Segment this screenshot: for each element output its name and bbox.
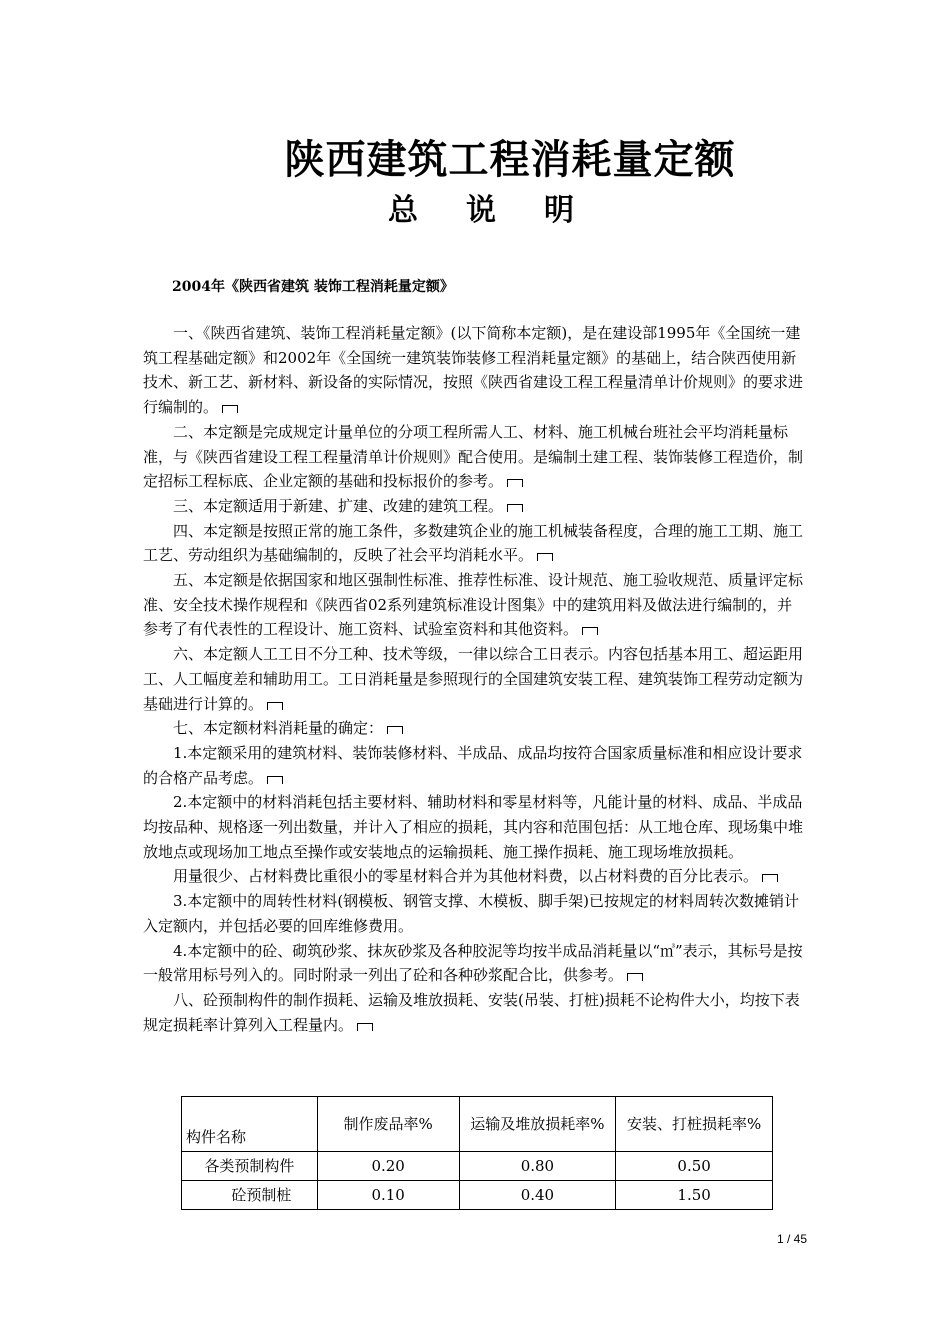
- paragraph-mark-icon: [507, 479, 523, 487]
- table-cell: 0.20: [317, 1152, 459, 1181]
- loss-rate-table: [181, 1096, 773, 1210]
- table-cell: 0.10: [317, 1181, 459, 1210]
- paragraph: 五、本定额是依据国家和地区强制性标准、推荐性标准、设计规范、施工验收规范、质量评定标准、安全技术操作规程和《陕西省02系列建筑标准设计图集》中的建筑用料及做法进行编制的，并参考了有代表性的工程设计、施工资料、试验室资料和其他资料。: [143, 571, 804, 639]
- table-header-row: [182, 1097, 773, 1152]
- table-row: [182, 1152, 773, 1181]
- table-header-cell: 安装、打桩损耗率%: [616, 1097, 773, 1152]
- table-row: [182, 1181, 773, 1210]
- paragraph-mark-icon: [582, 627, 598, 635]
- table-header-cell: 运输及堆放损耗率%: [459, 1097, 616, 1152]
- table-header-cell: 制作废品率%: [317, 1097, 459, 1152]
- paragraph-mark-icon: [537, 553, 553, 561]
- table-cell: 0.50: [616, 1152, 773, 1181]
- paragraph-mark-icon: [357, 1023, 373, 1031]
- paragraph: 1.本定额采用的建筑材料、装饰装修材料、半成品、成品均按符合国家质量标准和相应设计要求的合格产品考虑。: [143, 743, 803, 787]
- paragraph: 一、《陕西省建筑、装饰工程消耗量定额》(以下简称本定额)，是在建设部1995年《全国统一建筑工程基础定额》和2002年《全国统一建筑装饰装修工程消耗量定额》的基础上，结合陕西使用新技术、新工艺、新材料、新设备的实际情况，按照《陕西省建设工程工程量清单计价规则》的要求进行编制的。: [143, 324, 804, 417]
- document-subtitle: 总说明: [388, 193, 622, 228]
- table-cell: 砼预制桩: [182, 1181, 318, 1210]
- paragraph: 2.本定额中的材料消耗包括主要材料、辅助材料和零星材料等，凡能计量的材料、成品、半成品均按品种、规格逐一列出数量，并计入了相应的损耗，其内容和范围包括：从工地仓库、现场集中堆放地点或现场加工地点至操作或安装地点的运输损耗、施工操作损耗、施工现场堆放损耗。: [143, 793, 804, 861]
- paragraph-mark-icon: [222, 405, 238, 413]
- paragraph-mark-icon: [267, 776, 283, 784]
- paragraph: 八、砼预制构件的制作损耗、运输及堆放损耗、安装(吊装、打桩)损耗不论构件大小，均按下表规定损耗率计算列入工程量内。: [143, 990, 800, 1034]
- table-cell: 各类预制构件: [182, 1152, 318, 1181]
- paragraph-mark-icon: [627, 973, 643, 981]
- paragraph-mark-icon: [762, 874, 778, 882]
- paragraph: 三、本定额适用于新建、扩建、改建的建筑工程。: [143, 494, 807, 519]
- paragraph: 用量很少、占材料费比重很小的零星材料合并为其他材料费，以占材料费的百分比表示。: [143, 864, 807, 889]
- edition-line: 2004年《陕西省建筑 装饰工程消耗量定额》: [172, 279, 454, 295]
- paragraph: 二、本定额是完成规定计量单位的分项工程所需人工、材料、施工机械台班社会平均消耗量标准，与《陕西省建设工程工程量清单计价规则》配合使用。是编制土建工程、装饰装修工程造价，制定招标工程标底、企业定额的基础和投标报价的参考。: [143, 422, 804, 491]
- paragraph: 四、本定额是按照正常的施工条件，多数建筑企业的施工机械装备程度，合理的施工工期、施工工艺、劳动组织为基础编制的，反映了社会平均消耗水平。: [143, 521, 804, 565]
- table-cell: 0.40: [459, 1181, 616, 1210]
- paragraph: 3.本定额中的周转性材料(钢模板、钢管支撑、木模板、脚手架)已按规定的材料周转次数摊销计入定额内，并包括必要的回库维修费用。: [143, 892, 800, 935]
- document-title: 陕西建筑工程消耗量定额: [284, 136, 736, 183]
- paragraph-mark-icon: [387, 726, 403, 734]
- paragraph: 六、本定额人工工日不分工种、技术等级，一律以综合工日表示。内容包括基本用工、超运距用工、人工幅度差和辅助用工。工日消耗量是参照现行的全国建筑安装工程、建筑装饰工程劳动定额为基础进行计算的。: [143, 645, 804, 713]
- table-header-cell: 构件名称: [182, 1097, 318, 1152]
- paragraph: 七、本定额材料消耗量的确定：: [143, 716, 807, 741]
- paragraph-mark-icon: [507, 504, 523, 512]
- table-cell: 1.50: [616, 1181, 773, 1210]
- body-text: [143, 321, 807, 1037]
- paragraph-mark-icon: [267, 702, 283, 710]
- paragraph: 4.本定额中的砼、砌筑砂浆、抹灰砂浆及各种胶泥等均按半成品消耗量以“㎥”表示，其标号是按一般常用标号列入的。同时附录一列出了砼和各种砂浆配合比，供参考。: [143, 941, 803, 985]
- page-number: 1 / 45: [776, 1232, 807, 1246]
- table-cell: 0.80: [459, 1152, 616, 1181]
